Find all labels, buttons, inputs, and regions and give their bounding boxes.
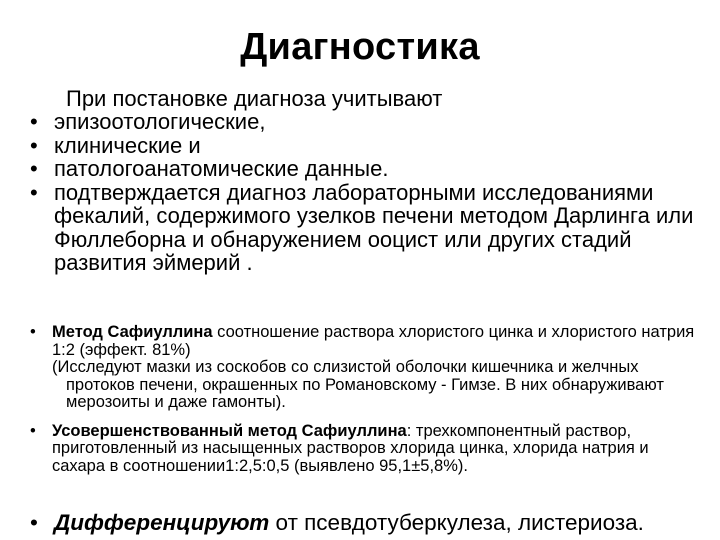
method-note: (Исследуют мазки из соскобов со слизистой оболочки кишечника и желчных протоков печени, окрашенных по Романовскому - Гимзе. В них обнаруживают мерозоиты и даже гамонты). [52,358,664,411]
bullet-item: • эпизоотологические, [30,110,700,134]
final-emphasis: Дифференцируют [54,510,270,535]
differential-diagnosis [30,510,720,536]
final-text: от псевдотуберкулеза, листериоза. [269,510,644,535]
diagnosis-bullet-list [30,110,700,275]
bullet-item: • клинические и [30,134,700,158]
intro-text: При постановке диагноза учитывают [66,86,443,111]
method-improved [30,423,695,476]
bullet-item: • подтверждается диагноз лабораторными исследованиями фекалий, содержимого узелков печени методом Дарлинга или Фюллеборна и обнаружением ооцист или других стадий развития эймерий . [30,181,700,275]
method-name: Усовершенствованный метод [52,421,298,440]
method-safiullin [30,324,695,412]
method-name: Метод Сафиуллина [52,323,213,341]
slide-title: Диагностика [240,26,480,68]
methods-list [30,324,695,475]
method-text: : трехкомпонентный раствор, приготовленный из насыщенных растворов хлорида цинка, хлорида натрия и сахара в соотношении1:2,5:0,5 (выявлено 95,1±5,8%). [52,421,649,475]
method-name-suffix: Сафиуллина [297,421,407,440]
bullet-item: • патологоанатомические данные. [30,157,700,181]
method-text: соотношение раствора хлористого цинка и хлористого натрия 1:2 (эффект. 81%) [52,323,695,359]
